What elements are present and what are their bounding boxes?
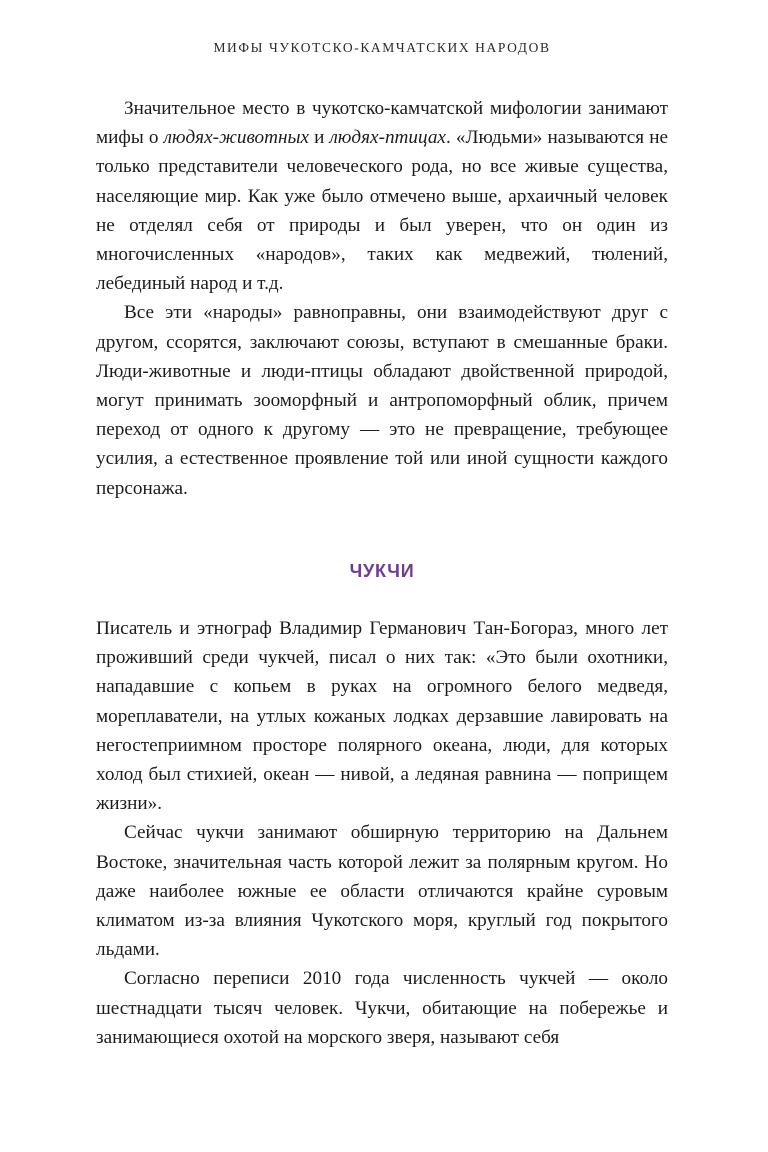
text-block-intro [96, 94, 668, 503]
paragraph-4: Сейчас чукчи занимают обширную территорию на Дальнем Востоке, значительная часть которой лежит за полярным кругом. Но даже наиболее южные ее области отличаются крайне суровым климатом из-за влияния Чукотского моря, круглый год покрытого льдами. [96, 822, 668, 961]
paragraph-2: Все эти «народы» равноправны, они взаимодействуют друг с другом, ссорятся, заключают союзы, вступают в смешанные браки. Люди-животные и люди-птицы обладают двойственной природой, могут принимать зооморфный и антропоморфный облик, причем переход от одного к другому — это не превращение, требующее усилия, а естественное проявление той или иной сущности каждого персонажа. [96, 302, 668, 499]
paragraph-5: Согласно переписи 2010 года численность чукчей — около шестнадцати тысяч человек. Чукчи, обитающие на побережье и занимающиеся охотой на морского зверя, называют себя [96, 968, 668, 1048]
paragraph-1-part-1: Значительное место в чукотско-камчатской мифологии занимают мифы о [96, 98, 668, 149]
paragraph-1-part-3: . «Людьми» называются не только представители человеческого рода, но все живые существа, населяющие мир. Как уже было отмечено выше, архаичный человек не отделял себя от природы и был уверен, что он один из многочисленных «народов», таких как медвежий, тюлений, лебединый народ и т.д. [96, 127, 668, 295]
paragraph-1 [96, 94, 668, 298]
paragraph-1-emphasis-2: людях-птицах [329, 127, 446, 149]
section-heading: ЧУКЧИ [349, 561, 415, 581]
text-block-chukchi [96, 614, 668, 1052]
running-head: МИФЫ ЧУКОТСКО-КАМЧАТСКИХ НАРОДОВ [213, 40, 551, 55]
paragraph-1-emphasis-1: людях-животных [163, 127, 310, 149]
paragraph-1-part-2: и [309, 127, 330, 149]
paragraph-3: Писатель и этнограф Владимир Германович Тан-Богораз, много лет проживший среди чукчей, писал о них так: «Это были охотники, нападавшие с копьем в руках на огромного белого медведя, мореплаватели, на утлых кожаных лодках дерзавшие лавировать на негостеприимном просторе полярного океана, люди, для которых холод был стихией, океан — нивой, а ледяная равнина — поприщем жизни». [96, 618, 668, 815]
